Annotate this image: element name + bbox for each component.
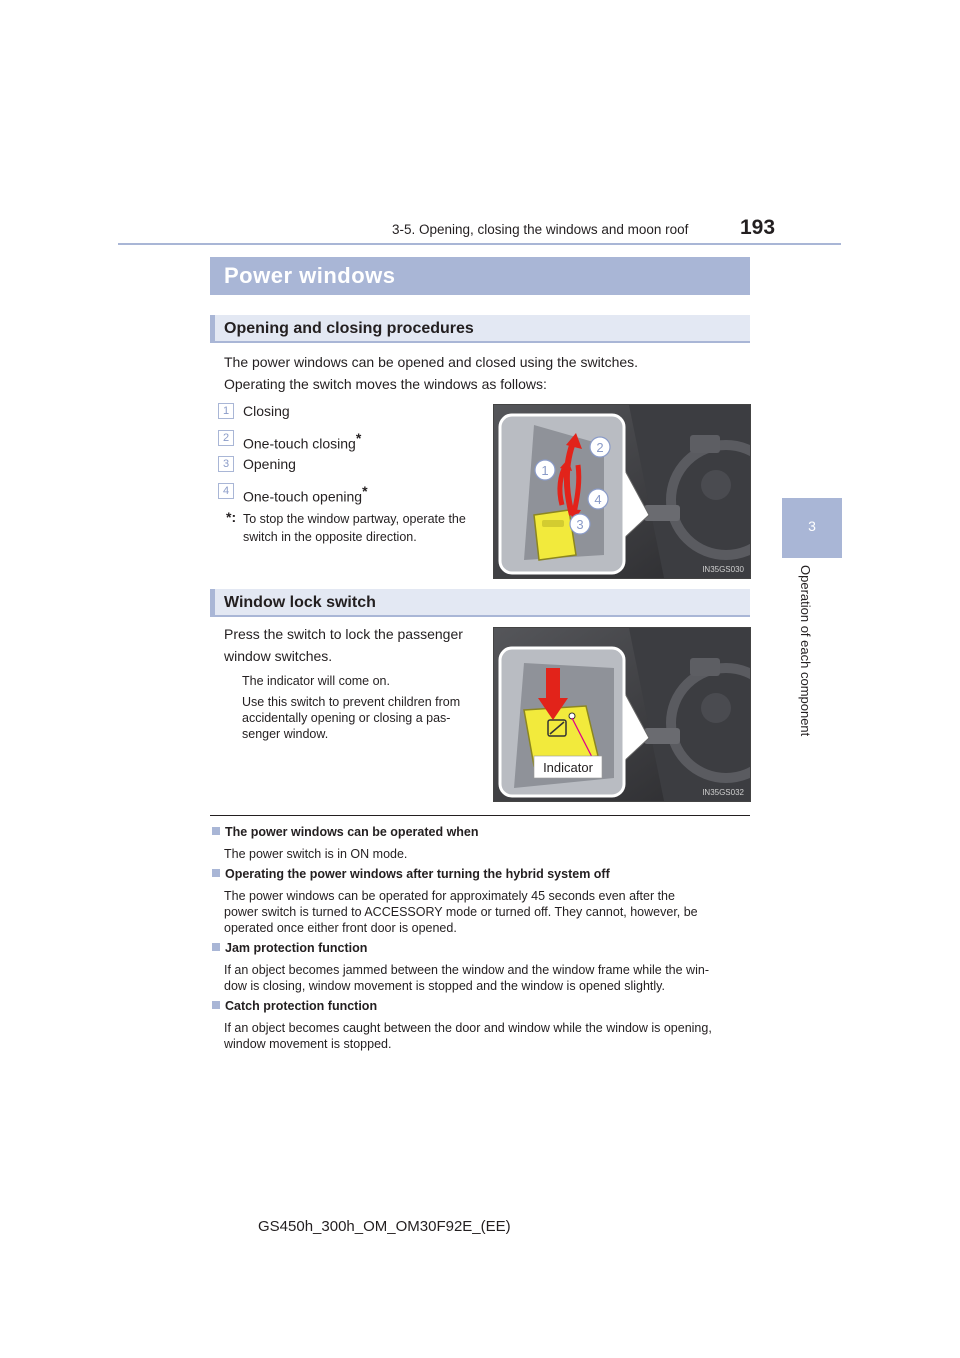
- note-3-line-2: dow is closing, window movement is stopped and the window is opened slightly.: [224, 979, 665, 993]
- item-label-one-touch-opening: One-touch opening*: [243, 483, 368, 505]
- small-switch-panel: [644, 505, 680, 521]
- page-number: 193: [740, 216, 776, 239]
- item-number-3: 3: [218, 456, 234, 472]
- callout-2: [590, 437, 610, 457]
- section-title: Power windows: [224, 263, 396, 288]
- intro-line-2: Operating the switch moves the windows as follows:: [224, 376, 547, 392]
- window-switch-highlight: [534, 510, 576, 560]
- note-2-line-2: power switch is turned to ACCESSORY mode or turned off. They cannot, however, be: [224, 905, 698, 919]
- figure-code-1: IN35GS030: [702, 565, 744, 574]
- svg-text:1: 1: [541, 463, 549, 478]
- window-lock-figure: [493, 627, 751, 802]
- item-number-4: 4: [218, 483, 234, 499]
- intro-line-1: The power windows can be opened and closed using the switches.: [224, 354, 639, 370]
- bullet-square-icon: [212, 1001, 220, 1009]
- svg-text:4: 4: [594, 492, 602, 507]
- notes-rule: [210, 815, 750, 816]
- note-2-line-1: The power windows can be operated for approximately 45 seconds even after the: [224, 889, 675, 903]
- bullet-square-icon: [212, 827, 220, 835]
- note-2-line-3: operated once either front door is opened.: [224, 921, 457, 935]
- svg-text:2: 2: [596, 440, 604, 455]
- note-1-line-1: The power switch is in ON mode.: [224, 847, 408, 861]
- window-lock-sub-4: senger window.: [242, 727, 329, 741]
- item-number-2: 2: [218, 430, 234, 446]
- item-label-one-touch-closing: One-touch closing*: [243, 430, 362, 452]
- footnote-mark: *:: [226, 509, 237, 525]
- figure-code-2: IN35GS032: [702, 788, 744, 797]
- note-heading-4: Catch protection function: [212, 999, 377, 1013]
- svg-text:3: 3: [576, 517, 584, 532]
- subheading-opening-closing-title: Opening and closing procedures: [224, 320, 474, 337]
- subheading-window-lock-title: Window lock switch: [224, 594, 376, 611]
- window-lock-text-1: Press the switch to lock the passenger: [224, 626, 463, 642]
- callout-3: [570, 514, 590, 534]
- item-label-closing: Closing: [243, 403, 290, 419]
- chapter-number: 3: [808, 518, 816, 534]
- bullet-square-icon: [212, 869, 220, 877]
- footnote-line-1: To stop the window partway, operate the: [243, 512, 466, 526]
- callout-4: [588, 489, 608, 509]
- item-number-1: 1: [218, 403, 234, 419]
- header-section-title: 3-5. Opening, closing the windows and moon roof: [392, 222, 689, 237]
- press-arrow: [546, 668, 560, 700]
- window-lock-illustration: [494, 628, 750, 801]
- footnote-line-2: switch in the opposite direction.: [243, 530, 417, 544]
- window-lock-text-2: window switches.: [224, 648, 333, 664]
- indicator-label: Indicator: [543, 760, 593, 775]
- window-switch-figure: [493, 404, 751, 579]
- footer-document-code: GS450h_300h_OM_OM30F92E_(EE): [258, 1218, 511, 1235]
- window-switch-illustration: [494, 405, 750, 578]
- note-heading-2: Operating the power windows after turning the hybrid system off: [212, 867, 610, 881]
- window-lock-sub-2: Use this switch to prevent children from: [242, 695, 461, 709]
- note-4-line-2: window movement is stopped.: [224, 1037, 392, 1051]
- item-label-opening: Opening: [243, 456, 296, 472]
- note-heading-3: Jam protection function: [212, 941, 367, 955]
- callout-1: [535, 460, 555, 480]
- note-3-line-1: If an object becomes jammed between the window and the window frame while the win-: [224, 963, 709, 977]
- window-lock-sub-1: The indicator will come on.: [242, 674, 390, 688]
- bullet-square-icon: [212, 943, 220, 951]
- note-4-line-1: If an object becomes caught between the door and window while the window is opening,: [224, 1021, 712, 1035]
- note-heading-1: The power windows can be operated when: [212, 825, 479, 839]
- chapter-title: Operation of each component: [798, 565, 813, 737]
- window-lock-sub-3: accidentally opening or closing a pas-: [242, 711, 451, 725]
- header-rule: [118, 243, 841, 245]
